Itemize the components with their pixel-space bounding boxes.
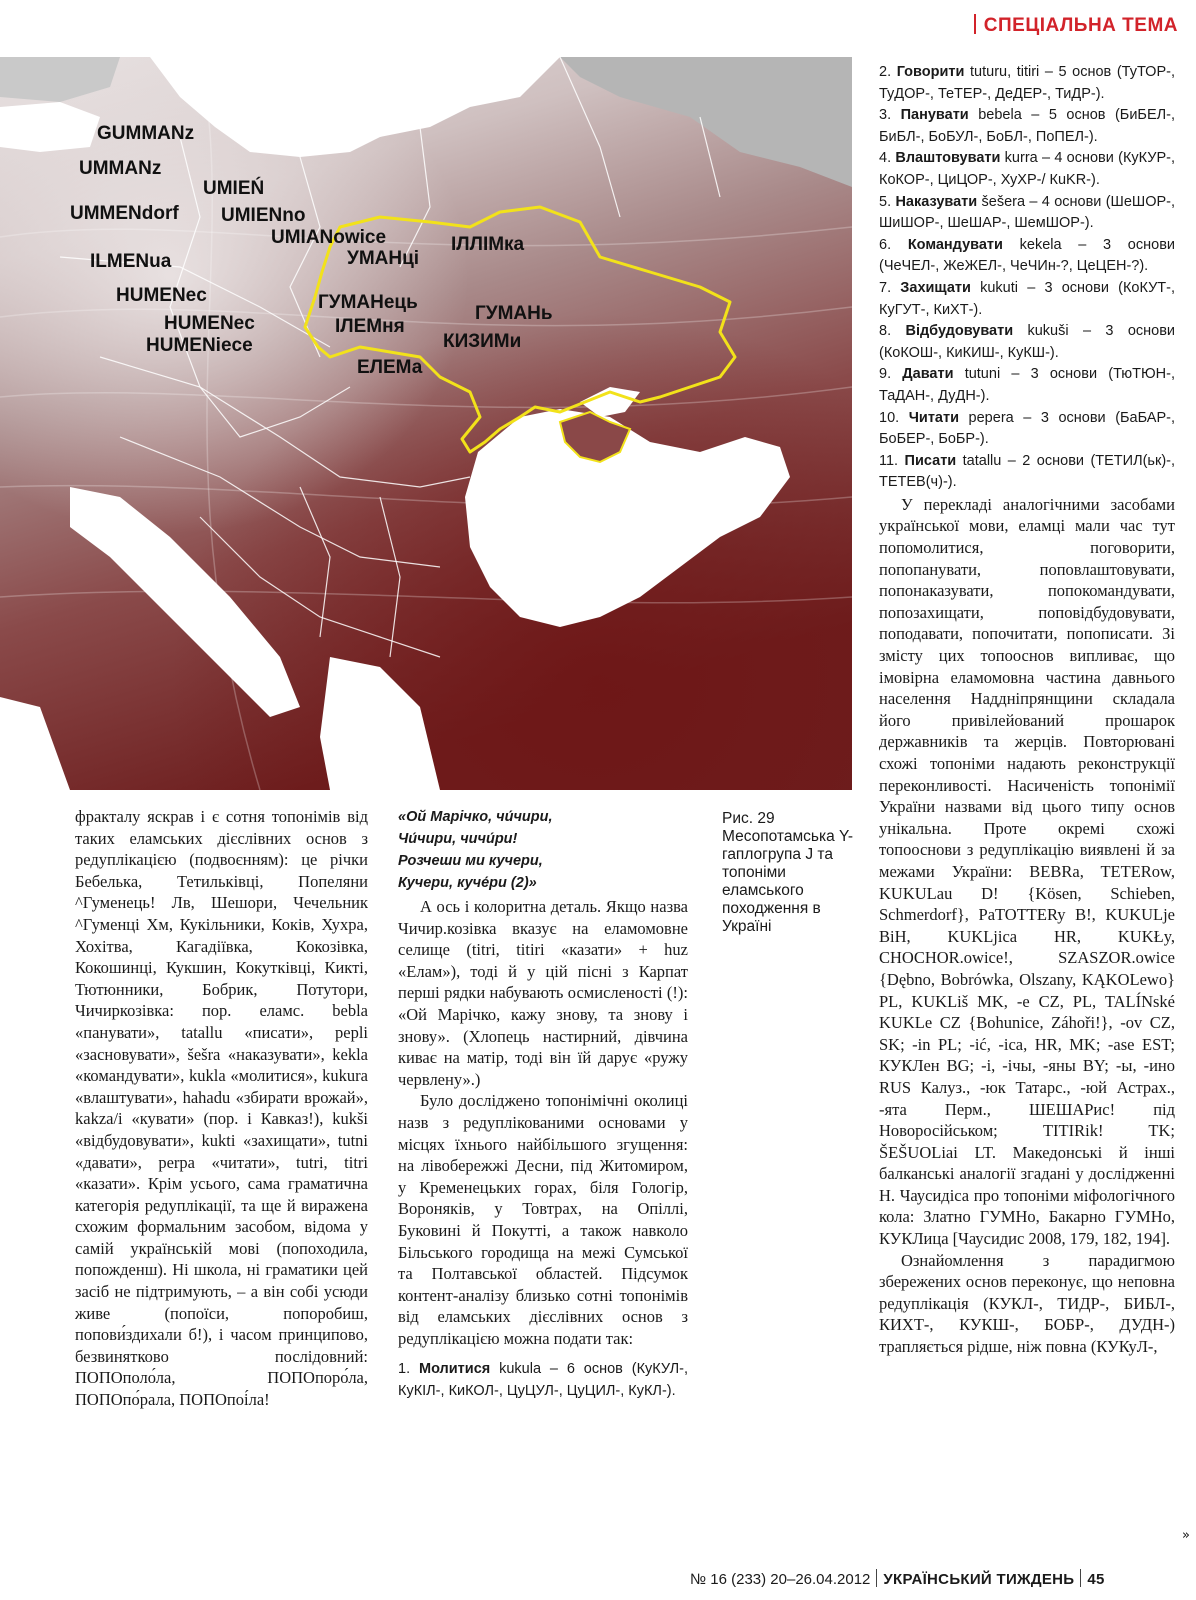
item-text: šešera – 4 основи (ШеШОР-, ШиШОР-, ШеШАР-, ШемШОР-). <box>879 193 1175 232</box>
item-number: 5. <box>879 193 892 210</box>
paragraph: А ось і колоритна деталь. Якщо назва Чичир.козівка вказує на еламомовне селище (titri, titiri «казати» + huz «Елам»), тоді й у цій пісні з Карпат перші рядки набувають осмисленості (!): «Ой Марічко, кажу знову, та знову і знову». (Хлопець настирний, дівчина киває на матір, тоді він їй дарує «ружу червлену».) <box>398 897 688 1089</box>
item-verb: Влаштовувати <box>895 150 1001 167</box>
map-label: UMMENdorf <box>70 203 179 224</box>
item-number: 9. <box>879 366 892 383</box>
item-number: 3. <box>879 107 892 124</box>
verb-list-item <box>879 62 1175 105</box>
item-verb: Панувати <box>900 107 969 124</box>
item-verb: Давати <box>902 366 954 383</box>
verb-list-item <box>879 148 1175 191</box>
map-label: ILMENua <box>90 251 172 272</box>
verb-list-item <box>879 364 1175 407</box>
verse-line: «Ой Марічко, чи́чири, <box>398 809 553 825</box>
song-verse <box>398 806 688 894</box>
paragraph: фракталу яскрав і є сотня топонімів від таких еламських дієслівних основ з редуплікацією (подвоєнням): це річки Бебелька, Тетильківці, Попеляни ^Гуменець! Лв, Шешори, Чечельник ^Гуменці Хм, Кукільники, Коків, Хухра, Хохітва, Кагадіївка, Кокозівка, Кокошинці, Кукшин, Кокутківці, Кикті, Тютюнники, Бобрик, Потутори, Чичиркозівка: пор. еламс. bebla «панувати», tatallu «писати», pepli «засновувати», šešra «наказувати», kekla «командувати», kukla «молитися», kukura «влаштувати», hahadu «збирати врожай», kakza/i «кувати» (пор. і Кавказ!), kukši «відбудовувати», kukti «захищати», tutni «давати», perpa «читати», tutri, titri «казати». Крім усього, сама граматична категорія редуплікації, та ще й виражена схожим формальним засобом, відома у самій українській мові (попоходила, попожденш). Ні школа, ні граматики цей засіб не підтримують, – а він собі усюди живе (попоїси, попоробиш, попови́здихали б!), і часом принципово, безвинятково послідовний: ПОПОполо́ла, ПОПОпоро́ла, ПОПОпо́рала, ПОПОпоі́ла! <box>75 807 368 1410</box>
map-label: UMIEŃ <box>203 178 265 199</box>
magazine-title: УКРАЇНСЬКИЙ ТИЖДЕНЬ <box>883 1571 1075 1588</box>
item-verb: Молитися <box>418 1361 491 1378</box>
item-number: 1. <box>398 1361 411 1378</box>
item-text: kukuši – 3 основи (КоКОШ-, КиКИШ-, КуКШ-). <box>879 323 1176 361</box>
verb-list-item <box>879 105 1175 148</box>
column-middle <box>398 806 688 1403</box>
issue-info: № 16 (233) 20–26.04.2012 <box>690 1571 871 1588</box>
map-label: ГУМАНець <box>318 292 418 313</box>
continue-arrow-icon: » <box>1182 1528 1190 1543</box>
map-label: GUMMANz <box>97 123 195 144</box>
item-number: 11. <box>879 452 899 469</box>
verb-list <box>879 62 1175 494</box>
verb-list-item <box>879 235 1175 278</box>
map-label: ІЛЕМня <box>335 316 405 337</box>
map-label: HUMENiece <box>146 335 253 356</box>
paragraph: Ознайомлення з парадигмою збережених основ переконує, що неповна редуплікація (КУКЛ-, ТИДР-, БИБЛ-, КИХТ-, КУКШ-, БОБР-, ДУДН-) трапляється рідше, ніж повна (КУКуЛ-, <box>879 1250 1175 1357</box>
map-label: УМАНці <box>347 248 420 269</box>
item-number: 7. <box>879 279 892 296</box>
item-number: 6. <box>879 236 892 253</box>
item-text: bebela – 5 основ (БиБЕЛ-, БиБЛ-, БоБУЛ-, БоБЛ-, ПоПЕЛ-). <box>879 107 1175 145</box>
item-text: tatallu – 2 основи (ТЕТИЛ(ьк)-, ТЕТЕВ(ч)-). <box>879 452 1176 491</box>
item-number: 2. <box>879 64 892 80</box>
map-label: HUMENec <box>164 313 255 334</box>
map-figure <box>0 57 852 790</box>
page-footer <box>690 1569 1105 1588</box>
item-number: 10. <box>879 409 900 426</box>
verb-list-item <box>879 321 1175 364</box>
item-text: kukula – 6 основ (КуКУЛ-, КуКІЛ-, КиКОЛ-, ЦуЦУЛ-, ЦуЦИЛ-, КуКЛ-). <box>398 1361 689 1400</box>
column-left <box>75 806 368 1411</box>
section-header <box>974 14 1178 37</box>
item-verb: Наказувати <box>895 193 978 210</box>
item-verb: Писати <box>904 452 957 469</box>
item-text: tutuni – 3 основи (ТюТЮН-, ТаДАН-, ДуДН-). <box>879 366 1175 404</box>
map-label: UMMANz <box>79 158 162 179</box>
paragraph: Було досліджено топонімічні околиці назв з редуплікованими основами у місцях їхнього найбільшого згущення: на лівобережжі Десни, під Житомиром, у Кременецьких горах, біля Гологір, Вороняків, у Товтрах, на Опіллі, Буковині й Покутті, а також навколо Більського городища на межі Сумської та Полтавської областей. Підсумок контент-аналізу близько сотні топонімів від еламських дієслівних основ з редуплікацією можна подати так: <box>398 1091 688 1348</box>
verse-line: Кучери, куче́ри (2)» <box>398 875 537 891</box>
column-right <box>879 62 1175 1358</box>
paragraph: У перекладі аналогічними засобами української мови, еламці мали час тут попомолитися, поговорити, попопанувати, поповлаштовувати, попонаказувати, попокомандувати, попозахищати, поповідбудовувати, поподавати, попочитати, попописати. Зі змісту цих топооснов випливає, що імовірна еламомовна частина давнього населення Наддніпрянщини складала його привілейований прошарок державників та жерців. Повторювані схожі топоніми надають реконструкції переконливості. Насиченість топонімії України назвами від цього типу основ унікальна. Проте окремі схожі топооснови з редуплікацію виявлені й за межами України: BEBRa, TETERow, KUKULau D! {Kösen, Schieben, Schmerdorf}, PaTOTTERy B!, KUKULje BiH, KUKLjica HR, KUKŁy, CHOCHOR.owice!, SZASZOR.owice {Dębno, Bobrówka, Olszany, KĄKOLewo} PL, KUKLiš MK, -e CZ, PL, TALÍNské KUKLe CZ {Bohunice, Záhoři!}, -ov CZ, SK; -in PL; -ić, -ica, HR, MK; -ase EST; КУКЛен BG; -i, -ічы, -яны BY; -ы, -ино RUS Калуз., -юк Татарс., -юй Астрах., -ята Перм., ШЕШАРис! під Новоросійськом; TITIRik! TK; ŠEŠUOLiai LT. Македонські й інші балканські аналогії згадані у дослідженні Н. Чаусидіса про топоніми міфологічного кола: Златно ГУМНо, Бакарно ГУМНо, КУКЛица [Чаусидис 2008, 179, 182, 194]. <box>879 494 1175 1249</box>
map-label: ІЛЛІМка <box>451 234 525 255</box>
item-text: kurra – 4 основи (КуКУР-, КоКОР-, ЦиЦОР-, ХуХР-/ КuKR-). <box>879 150 1176 188</box>
section-title: СПЕЦІАЛЬНА ТЕМА <box>983 15 1178 36</box>
map-label: UMIANowice <box>271 227 387 248</box>
verse-line: Чи́чири, чичи́ри! <box>398 831 518 847</box>
item-text: kekela – 3 основи (ЧеЧЕЛ-, ЖеЖЕЛ-, ЧеЧИн-?, ЦеЦЕН-?). <box>879 236 1175 275</box>
map-label: UMIENno <box>221 205 306 226</box>
verb-list-item <box>879 408 1175 451</box>
page-number: 45 <box>1087 1571 1105 1588</box>
verb-list-item <box>398 1359 688 1402</box>
map-label: КИЗИМи <box>443 331 522 352</box>
item-verb: Читати <box>908 409 960 426</box>
item-verb: Командувати <box>907 236 1003 253</box>
verb-list-item <box>879 278 1175 321</box>
map-label: ЕЛЕМа <box>357 357 423 378</box>
map-label: ГУМАНь <box>475 303 553 324</box>
map-label: HUMENec <box>116 285 207 306</box>
item-text: pepera – 3 основи (БаБАР-, БоБЕР-, БоБР-). <box>879 409 1175 448</box>
item-verb: Відбудовувати <box>905 323 1014 340</box>
verse-line: Розчеши ми кучери, <box>398 853 543 869</box>
figure-caption: Рис. 29 Месопотамська Y-гаплогрупа J та топоніми еламського походження в Україні <box>722 810 854 935</box>
verb-list-item <box>879 451 1175 494</box>
verb-list-item <box>879 192 1175 235</box>
item-verb: Говорити <box>896 64 965 80</box>
item-verb: Захищати <box>900 279 971 296</box>
item-number: 4. <box>879 150 892 167</box>
item-text: kukuti – 3 основи (КоКУТ-, КуГУТ-, КиХТ-). <box>879 279 1175 318</box>
item-text: tuturu, titiri – 5 основ (ТуТОР-, ТуДОР-, ТеТЕР-, ДеДЕР-, ТиДР-). <box>879 64 1175 102</box>
item-number: 8. <box>879 323 892 340</box>
